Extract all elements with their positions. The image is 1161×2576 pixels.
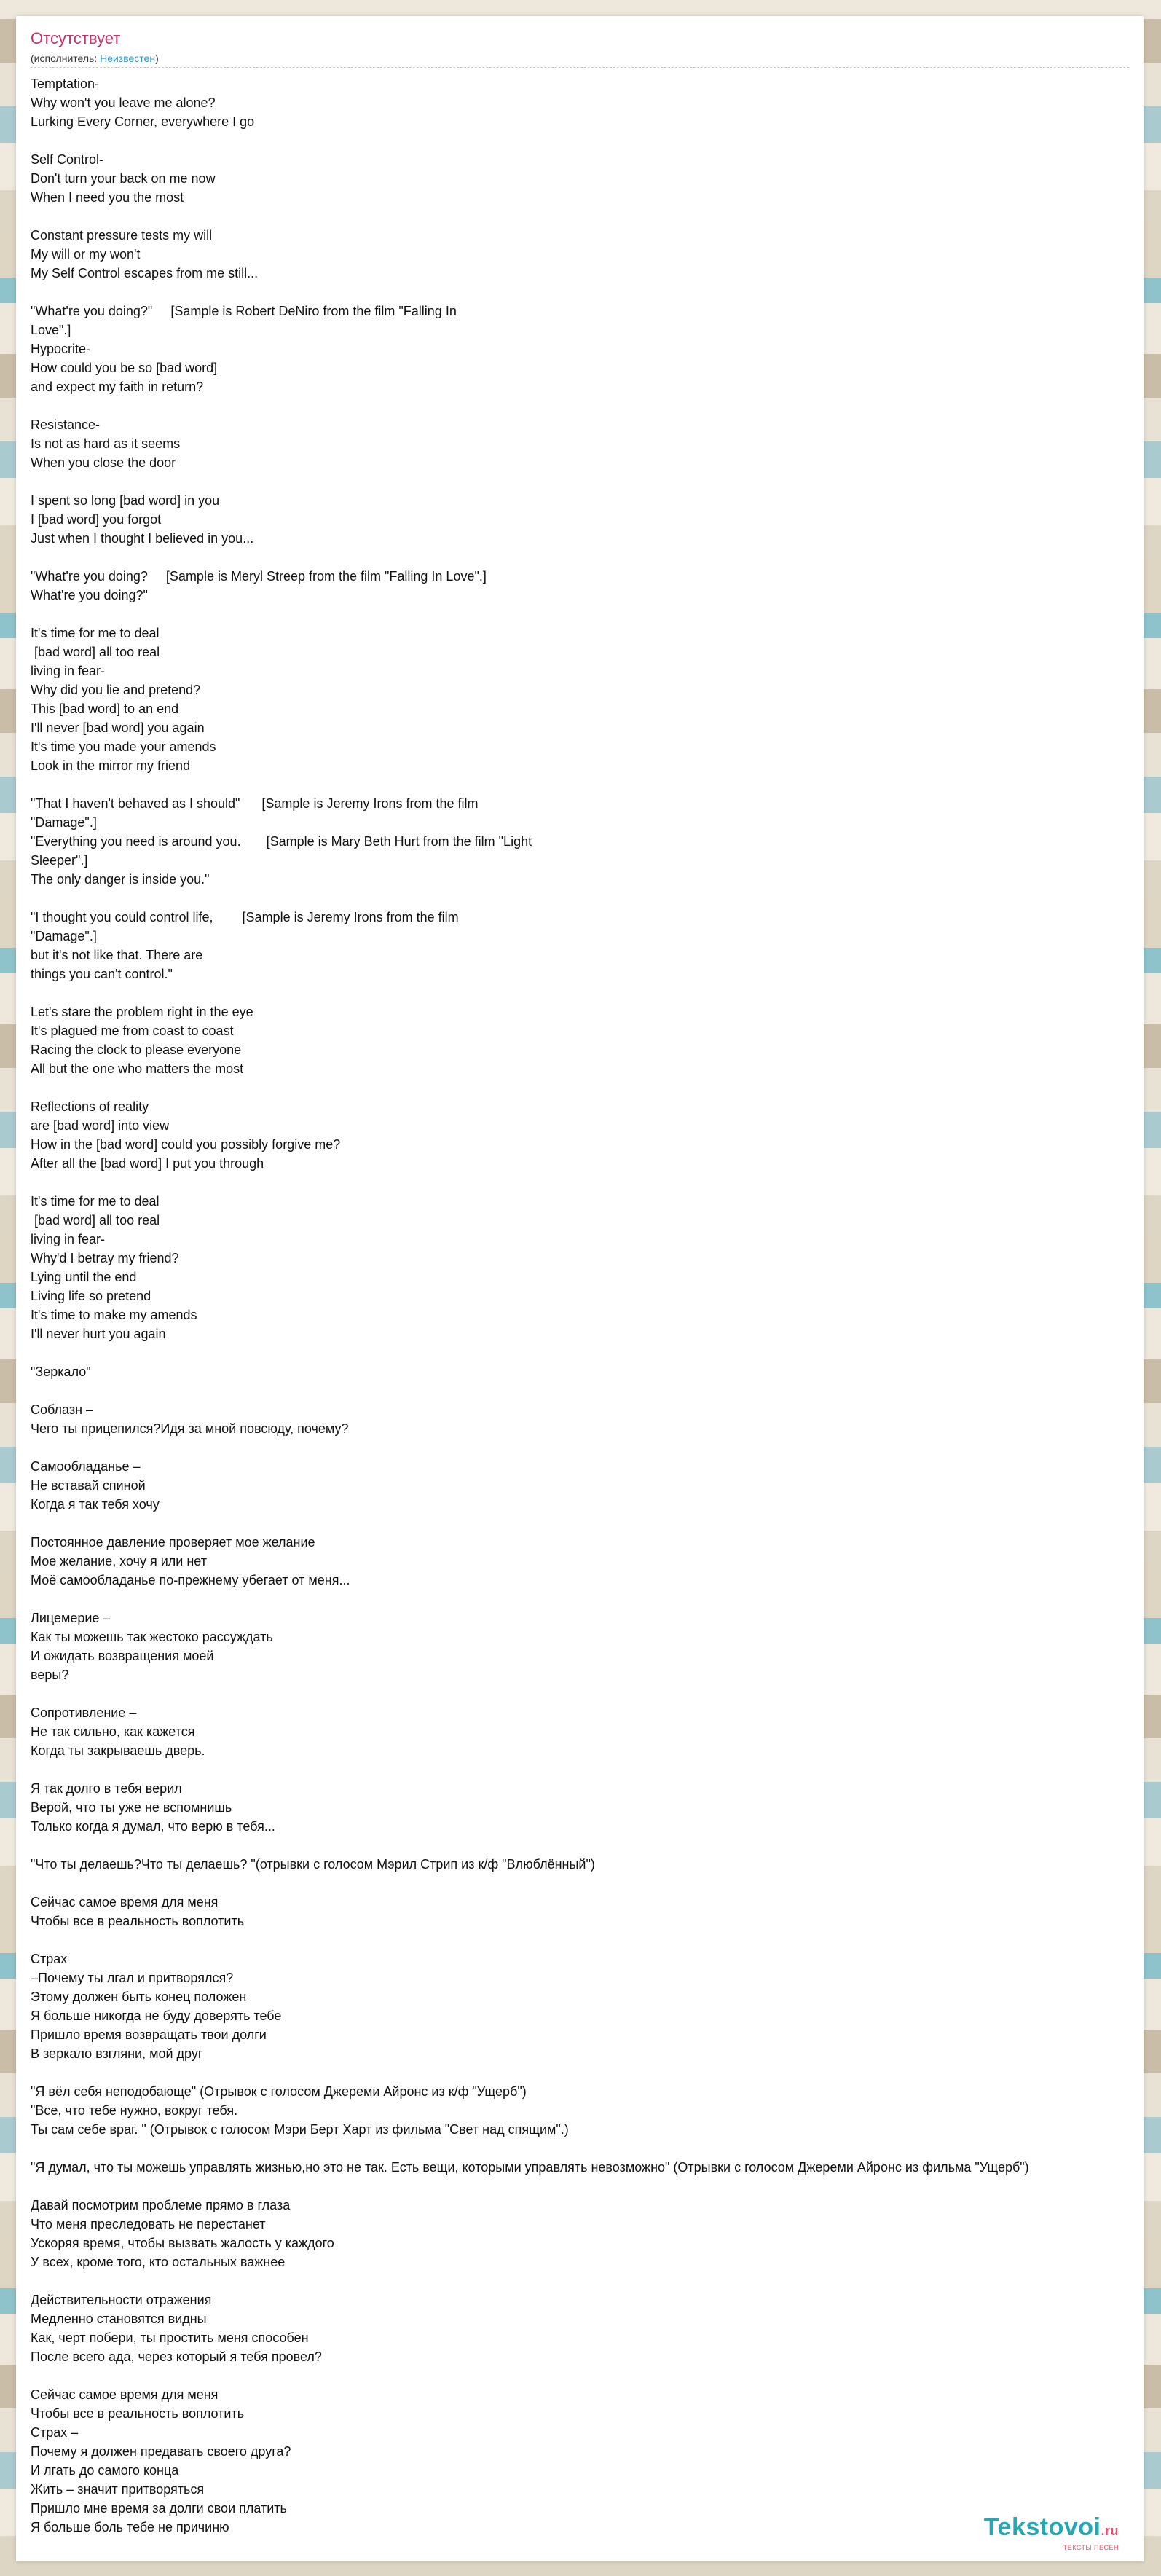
logo-tagline: ТЕКСТЫ ПЕСЕН bbox=[1063, 2544, 1119, 2551]
logo-suffix: .ru bbox=[1101, 2524, 1119, 2538]
song-title: Отсутствует bbox=[31, 29, 121, 47]
artist-link[interactable]: Неизвестен bbox=[100, 52, 156, 64]
title-divider bbox=[31, 67, 1129, 68]
logo-text: Tekstovoi bbox=[983, 2513, 1101, 2541]
artist-line bbox=[31, 52, 159, 64]
artist-suffix: ) bbox=[155, 52, 159, 64]
tekstovoi-logo[interactable] bbox=[984, 2515, 1119, 2551]
artist-prefix: (исполнитель: bbox=[31, 52, 101, 64]
content-panel bbox=[16, 16, 1144, 2561]
lyrics-text: Temptation- Why won't you leave me alone? Lurking Every Corner, everywhere I go Self Control- Don't turn your back on me now When I need you the most Constant pressure tests my will My will or my won't My Self Control escapes from me still... "What're you doing?" [Sample is Robert DeNiro from the film "Falling In Love".] Hypocrite- How could you be so [bad word] and expect my faith in return? Resistance- Is not as hard as it seems When you close the door I spent so long [bad word] in you I [bad word] you forgot Just when I thought I believed in you... "What're you doing? [Sample is Meryl Streep from the film "Falling In Love".] What're you doing?" It's time for me to deal [bad word] all too real living in fear- Why did you lie and pretend? This [bad word] to an end I'll never [bad word] you again It's time you made your amends Look in the mirror my friend "That I haven't behaved as I should" [Sample is Jeremy Irons from the film "Damage".] "Everything you need is around you. [Sample is Mary Beth Hurt from the film "Light Sleeper".] The only danger is inside you." "I thought you could control life, [Sample is Jeremy Irons from the film "Damage".] but it's not like that. There are things you can't control." Let's stare the problem right in the eye It's plagued me from coast to coast Racing the clock to please everyone All but the one who matters the most Reflections of reality are [bad word] into view How in the [bad word] could you possibly forgive me? After all the [bad word] I put you through It's time for me to deal [bad word] all too real living in fear- Why'd I betray my friend? Lying until the end Living life so pretend It's time to make my amends I'll never hurt you again "Зеркало" Соблазн – Чего ты прицепился?Идя за мной повсюду, почему? Самообладанье – Не вставай спиной Когда я так тебя хочу Постоянное давление проверяет мое желание Мое желание, хочу я или нет Моё самообладанье по-прежнему убегает от меня... Лицемерие – Как ты можешь так жестоко рассуждать И ожидать возвращения моей веры? Сопротивление – Не так сильно, как кажется Когда ты закрываешь дверь. Я так долго в тебя верил Верой, что ты уже не вспомнишь Только когда я думал, что верю в тебя... "Что ты делаешь?Что ты делаешь? "(отрывки с голосом Мэрил Стрип из к/ф "Влюблённый") Сейчас самое время для меня Чтобы все в реальность воплотить Страх –Почему ты лгал и притворялся? Этому должен быть конец положен Я больше никогда не буду доверять тебе Пришло время возвращать твои долги В зеркало взгляни, мой друг "Я вёл себя неподобающе" (Отрывок с голосом Джереми Айронс из к/ф "Ущерб") "Все, что тебе нужно, вокруг тебя. Ты сам себе враг. " (Отрывок с голосом Мэри Берт Харт из фильма "Свет над спящим".) "Я думал, что ты можешь управлять жизнью,но это не так. Есть вещи, которыми управлять невозможно" (Отрывки с голосом Джереми Айронс из фильма "Ущерб") Давай посмотрим проблеме прямо в глаза Что меня преследовать не перестанет Ускоряя время, чтобы вызвать жалость у каждого У всех, кроме того, кто остальных важнее Действительности отражения Медленно становятся видны Как, черт побери, ты простить меня способен После всего ада, через который я тебя провел? Сейчас самое время для меня Чтобы все в реальность воплотить Страх – Почему я должен предавать своего друга? И лгать до самого конца Жить – значит притворяться Пришло мне время за долги свои платить Я больше боль тебе не причиню bbox=[31, 76, 1029, 2534]
